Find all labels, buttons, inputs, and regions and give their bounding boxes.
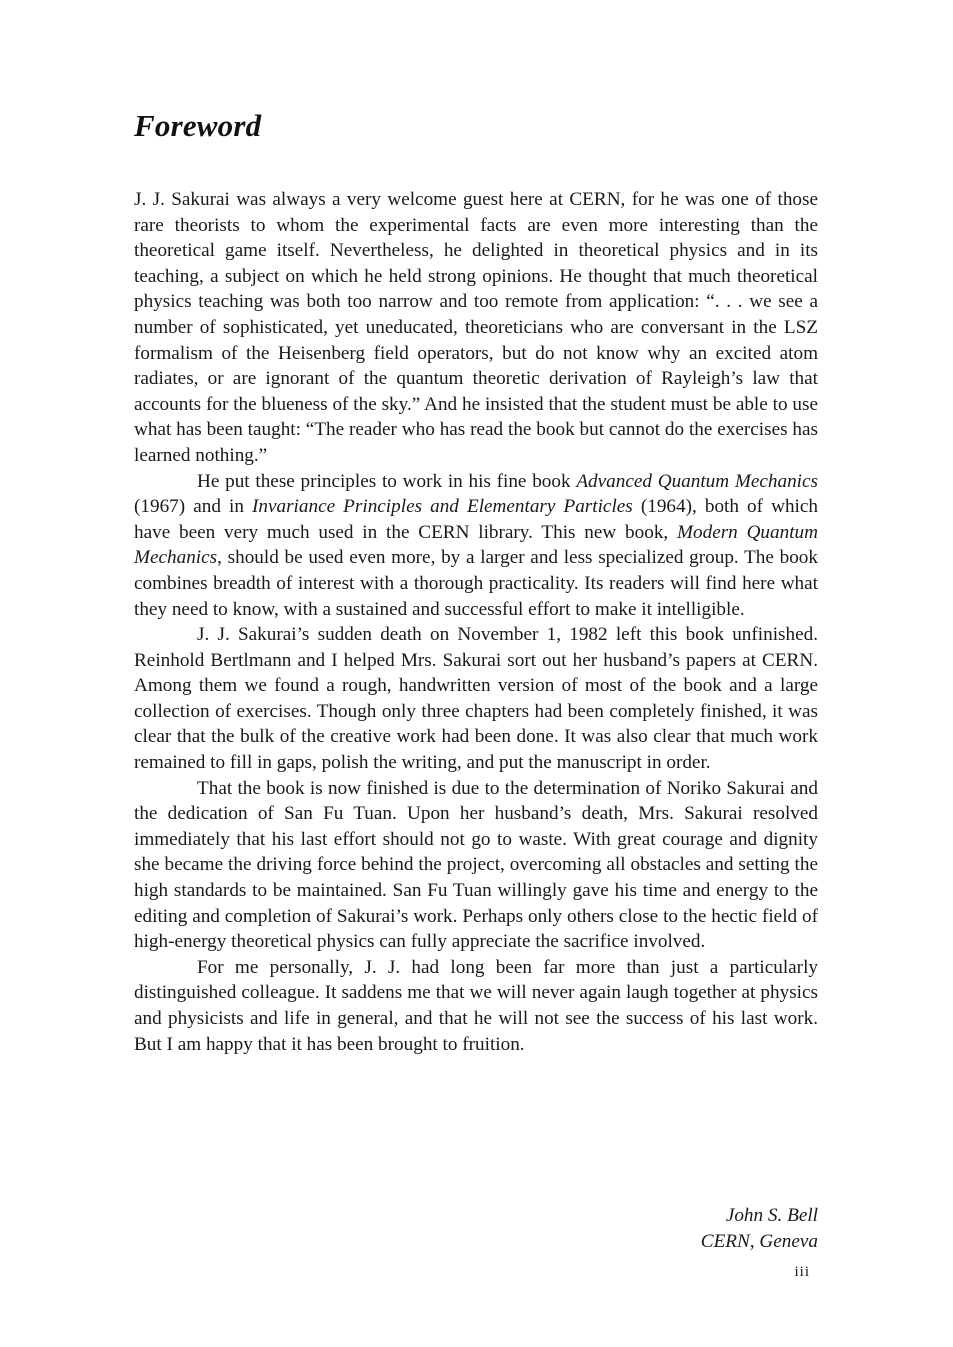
paragraph [134,955,818,1057]
paragraph [134,469,818,623]
text-segment: He put these principles to work in his fine book [197,470,577,492]
author-affiliation: CERN, Geneva [700,1230,818,1252]
text-segment: J. J. Sakurai’s sudden death on November 1, 1982 left this book unfinished. Reinhold Bertlmann and I helped Mrs. Sakurai sort out her husband’s papers at CERN. Among them we found a rough, handwritten version of most of the book and a large collection of exercises. Though only three chapters had been completely finished, it was clear that the bulk of the creative work had been done. It was also clear that much work remained to fill in gaps, polish the writing, and put the manuscript in order. [134,624,818,774]
paragraph [134,187,818,469]
paragraph [134,622,818,776]
page-number: iii [794,1264,810,1280]
text-segment: J. J. Sakurai was always a very welcome guest here at CERN, for he was one of those rare theorists to whom the experimental facts are even more interesting than the theoretical game itself. Nevertheless, he delighted in theoretical physics and in its teaching, a subject on which he held strong opinions. He thought that much theoretical physics teaching was both too narrow and too remote from application: “. . . we see a number of sophisticated, yet uneducated, theoreticians who are conversant in the LSZ formalism of the Heisenberg field operators, but do not know why an excited atom radiates, or are ignorant of the quantum theoretic derivation of Rayleigh’s law that accounts for the blueness of the sky.” And he insisted that the student must be able to use what has been taught: “The reader who has read the book but cannot do the exercises has learned nothing.” [134,189,818,466]
book-title: Invariance Principles and Elementary Particles [252,496,633,518]
text-segment: (1967) and in [134,496,252,518]
text-segment: That the book is now finished is due to the determination of Noriko Sakurai and the dedication of San Fu Tuan. Upon her husband’s death, Mrs. Sakurai resolved immediately that his last effort should not go to waste. With great courage and dignity she became the driving force behind the project, overcoming all obstacles and setting the high standards to be maintained. San Fu Tuan willingly gave his time and energy to the editing and completion of Sakurai’s work. Perhaps only others close to the hectic field of high-energy theoretical physics can fully appreciate the sacrifice involved. [134,777,818,953]
page-title: Foreword [134,108,262,143]
text-segment: (1964), both of which have been very much used in the CERN library. This new book, [134,496,818,543]
text-segment: , should be used even more, by a larger and less specialized group. The book combines breadth of interest with a thorough practicality. Its readers will find here what they need to know, with a sustained and successful effort to make it intelligible. [134,547,818,620]
text-segment: For me personally, J. J. had long been far more than just a particularly distinguished colleague. It saddens me that we will never again laugh together at physics and physicists and life in general, and that he will not see the success of his last work. But I am happy that it has been brought to fruition. [134,956,818,1055]
book-title: Modern Quantum Mechanics [134,521,818,569]
signature-block [701,1203,818,1254]
author-name: John S. Bell [725,1205,818,1226]
book-title: Advanced Quantum Mechanics [576,470,818,492]
foreword-body [134,187,818,1057]
paragraph [134,776,818,955]
